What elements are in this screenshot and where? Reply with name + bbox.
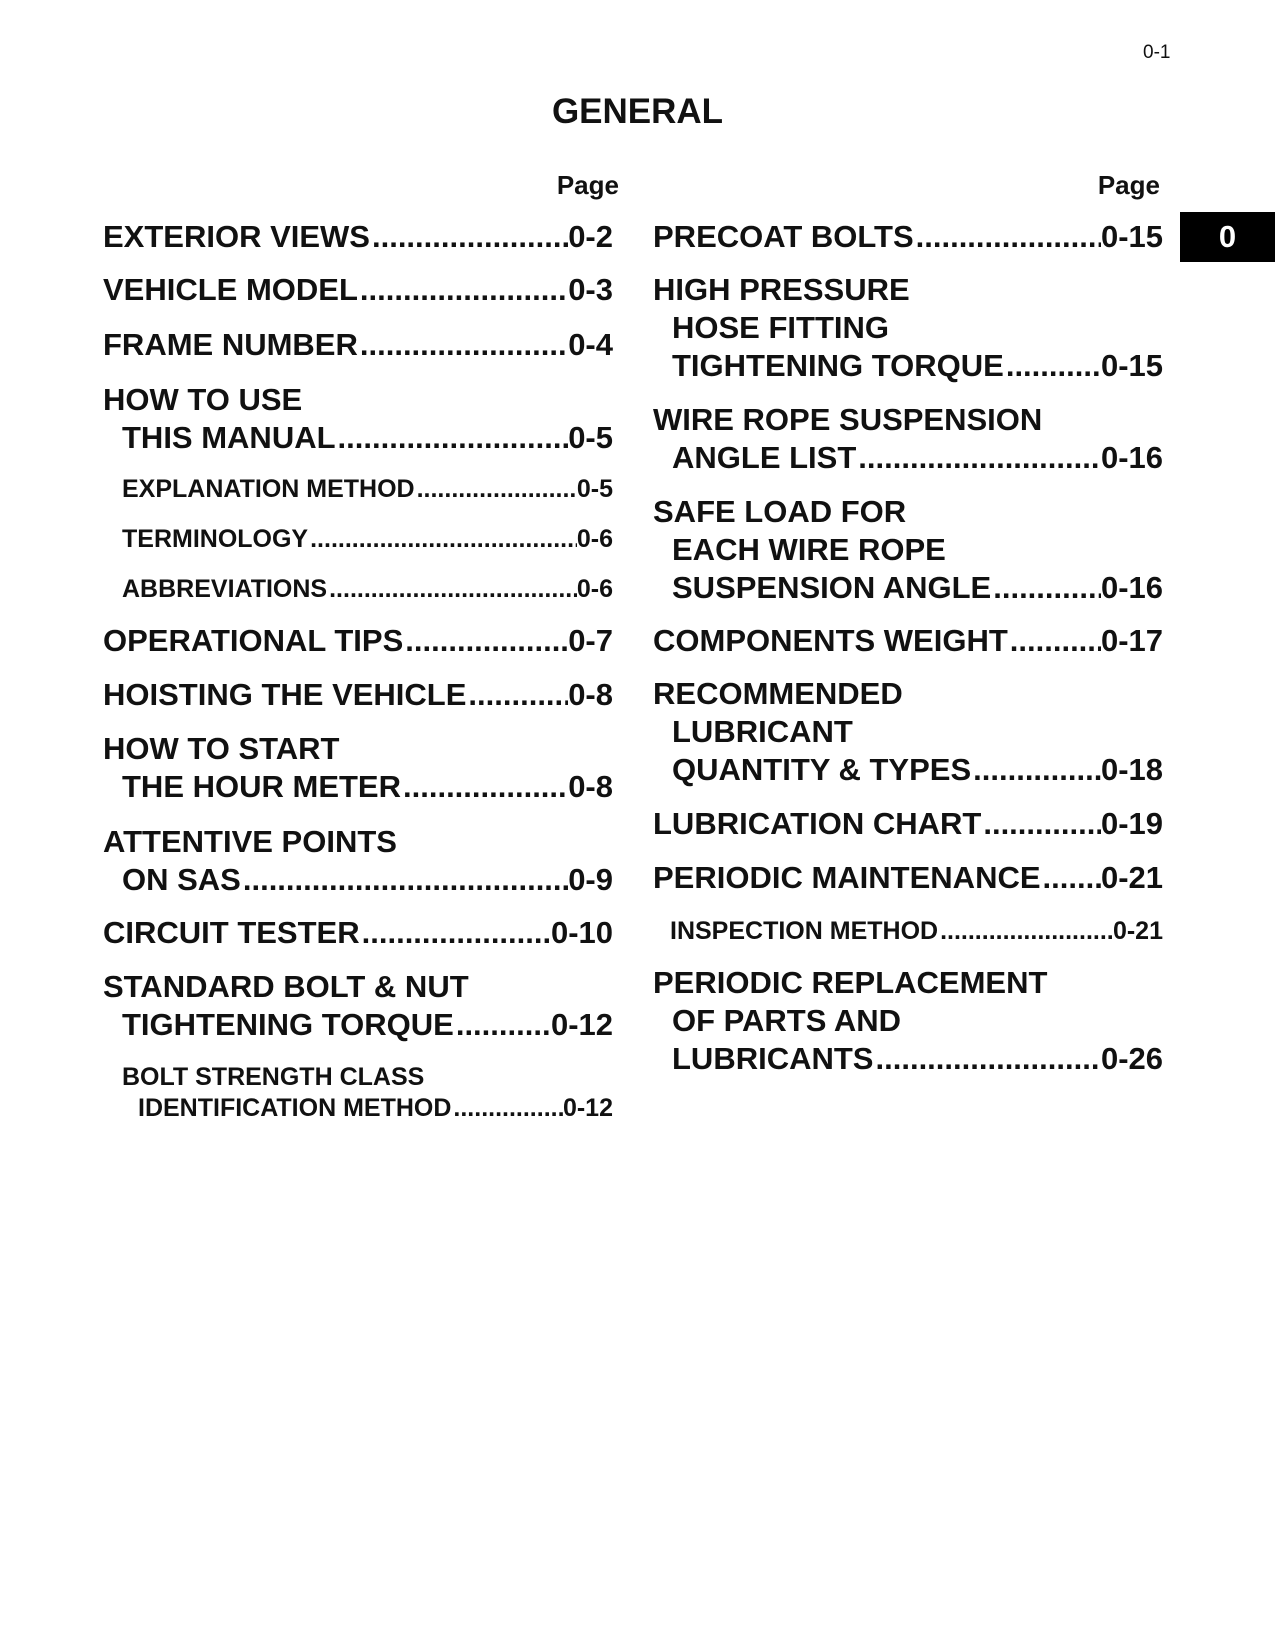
page-title: GENERAL: [551, 92, 724, 131]
toc-entry-title: EXTERIOR VIEWS: [103, 219, 370, 254]
toc-page-number: 0-7: [568, 623, 613, 658]
toc-entry-line: [103, 381, 613, 419]
toc-entry-title: HOW TO START: [103, 731, 340, 766]
toc-entry-title: BOLT STRENGTH CLASS: [122, 1063, 425, 1091]
toc-entry-line: [103, 768, 613, 806]
toc-entry-title: EXPLANATION METHOD: [122, 475, 415, 503]
toc-entry-line: [103, 676, 613, 714]
toc-entry-title: TERMINOLOGY: [122, 525, 309, 553]
toc-page-number: 0-16: [1100, 440, 1163, 475]
toc-entry[interactable]: [103, 730, 613, 806]
dot-leader: [403, 622, 568, 660]
toc-page-number: 0-8: [568, 677, 613, 712]
toc-entry-line: [653, 271, 1163, 309]
toc-entry[interactable]: [103, 968, 613, 1044]
toc-entry-title: HOW TO USE: [103, 382, 303, 417]
toc-entry-line: [103, 419, 613, 457]
toc-entry-line: [103, 823, 613, 861]
page-number: 0-1: [1143, 42, 1171, 63]
toc-page-number: 0-12: [562, 1094, 613, 1122]
toc-page-number: 0-10: [550, 915, 613, 950]
toc-entry-title: COMPONENTS WEIGHT: [653, 623, 1008, 658]
toc-entry-title: LUBRICATION CHART: [653, 806, 982, 841]
toc-entry-line: [653, 569, 1163, 607]
dot-leader: [308, 524, 577, 555]
toc-entry-line: [103, 1062, 613, 1093]
toc-entry-line: [103, 914, 613, 952]
toc-entry-line: [653, 751, 1163, 789]
toc-page-number: 0-21: [1100, 860, 1163, 895]
toc-page-number: 0-6: [576, 575, 613, 603]
toc-entry-line: [103, 730, 613, 768]
dot-leader: [451, 1093, 563, 1124]
toc-entry-line: [103, 574, 613, 605]
toc-entry[interactable]: [103, 474, 613, 505]
dot-leader: [358, 271, 568, 309]
toc-page-number: 0-26: [1100, 1041, 1163, 1076]
toc-entry-line: [653, 916, 1163, 947]
toc-entry[interactable]: [103, 218, 613, 256]
toc-entry[interactable]: [653, 916, 1163, 947]
toc-entry[interactable]: [103, 622, 613, 660]
toc-page-number: 0-18: [1100, 752, 1163, 787]
toc-entry[interactable]: [653, 493, 1163, 607]
dot-leader: [971, 751, 1101, 789]
toc-entry[interactable]: [653, 805, 1163, 843]
dot-leader: [454, 1006, 551, 1044]
dot-leader: [991, 569, 1101, 607]
toc-entry-line: [103, 968, 613, 1006]
dot-leader: [370, 218, 568, 256]
toc-entry-line: [103, 326, 613, 364]
toc-entry-line: [653, 347, 1163, 385]
toc-entry-line: [653, 622, 1163, 660]
toc-entry-line: [103, 271, 613, 309]
toc-entry[interactable]: [103, 914, 613, 952]
toc-entry-title: ATTENTIVE POINTS: [103, 824, 397, 859]
toc-page-number: 0-8: [568, 769, 613, 804]
section-tab: 0: [1180, 212, 1275, 262]
toc-entry-title: VEHICLE MODEL: [103, 272, 358, 307]
dot-leader: [336, 419, 569, 457]
toc-page-number: 0-2: [568, 219, 613, 254]
toc-page-number: 0-3: [568, 272, 613, 307]
toc-entry-title: TIGHTENING TORQUE: [122, 1007, 454, 1042]
toc-entry-title: IDENTIFICATION METHOD: [138, 1094, 452, 1122]
toc-entry-line: [653, 439, 1163, 477]
dot-leader: [914, 218, 1101, 256]
toc-entry-title: OF PARTS AND: [672, 1003, 902, 1038]
toc-entry-line: [653, 964, 1163, 1002]
toc-page-number: 0-15: [1100, 219, 1163, 254]
toc-entry-title: LUBRICANT: [672, 714, 853, 749]
toc-entry-line: [103, 524, 613, 555]
toc-entry-line: [103, 861, 613, 899]
toc-page-number: 0-12: [550, 1007, 613, 1042]
toc-entry-title: ABBREVIATIONS: [122, 575, 328, 603]
toc-entry-line: [653, 805, 1163, 843]
toc-entry-title: WIRE ROPE SUSPENSION: [653, 402, 1043, 437]
toc-entry-line: [653, 713, 1163, 751]
toc-entry-line: [653, 675, 1163, 713]
toc-entry[interactable]: [653, 271, 1163, 385]
toc-entry-title: SUSPENSION ANGLE: [672, 570, 992, 605]
toc-entry-title: STANDARD BOLT & NUT: [103, 969, 469, 1004]
toc-entry-title: SAFE LOAD FOR: [653, 494, 907, 529]
toc-entry-title: FRAME NUMBER: [103, 327, 358, 362]
dot-leader: [1041, 859, 1101, 897]
dot-leader: [241, 861, 568, 899]
toc-entry-title: OPERATIONAL TIPS: [103, 623, 404, 658]
toc-entry-line: [653, 1040, 1163, 1078]
toc-entry-title: HOSE FITTING: [672, 310, 889, 345]
toc-entry[interactable]: [653, 218, 1163, 256]
toc-entry-line: [103, 622, 613, 660]
toc-entry-title: TIGHTENING TORQUE: [672, 348, 1004, 383]
toc-entry[interactable]: [103, 676, 613, 714]
toc-entry-title: PERIODIC REPLACEMENT: [653, 965, 1048, 1000]
toc-page-number: 0-15: [1100, 348, 1163, 383]
dot-leader: [360, 914, 551, 952]
toc-entry-title: PERIODIC MAINTENANCE: [653, 860, 1041, 895]
toc-entry-title: EACH WIRE ROPE: [672, 532, 946, 567]
toc-entry[interactable]: [103, 823, 613, 899]
toc-entry-line: [653, 218, 1163, 256]
toc-page-number: 0-17: [1100, 623, 1163, 658]
toc-entry-title: HOISTING THE VEHICLE: [103, 677, 467, 712]
toc-entry-title: ANGLE LIST: [672, 440, 857, 475]
toc-entry-line: [653, 1002, 1163, 1040]
dot-leader: [938, 916, 1113, 947]
toc-page-number: 0-19: [1100, 806, 1163, 841]
toc-entry-line: [103, 474, 613, 505]
toc-entry-title: RECOMMENDED: [653, 676, 903, 711]
toc-page-number: 0-6: [576, 525, 613, 553]
toc-entry-title: INSPECTION METHOD: [670, 917, 939, 945]
toc-entry-line: [653, 309, 1163, 347]
toc-entry-line: [653, 859, 1163, 897]
page-column-header-right: Page: [1097, 170, 1160, 200]
dot-leader: [466, 676, 568, 714]
toc-entry[interactable]: [103, 381, 613, 457]
toc-entry[interactable]: [103, 524, 613, 555]
toc-page-number: 0-4: [568, 327, 613, 362]
toc-entry-line: [653, 531, 1163, 569]
toc-entry-title: ON SAS: [122, 862, 241, 897]
toc-entry[interactable]: [653, 859, 1163, 897]
toc-entry[interactable]: [103, 326, 613, 364]
toc-entry-title: LUBRICANTS: [672, 1041, 874, 1076]
toc-entry[interactable]: [653, 964, 1163, 1078]
toc-page-number: 0-16: [1100, 570, 1163, 605]
dot-leader: [874, 1040, 1101, 1078]
toc-entry-title: THE HOUR METER: [122, 769, 401, 804]
toc-entry-line: [103, 1006, 613, 1044]
dot-leader: [401, 768, 568, 806]
toc-entry-title: PRECOAT BOLTS: [653, 219, 914, 254]
toc-entry[interactable]: [653, 401, 1163, 477]
dot-leader: [1004, 347, 1101, 385]
toc-page-number: 0-5: [568, 420, 613, 455]
toc-entry-title: HIGH PRESSURE: [653, 272, 910, 307]
toc-entry[interactable]: [653, 622, 1163, 660]
toc-entry-title: THIS MANUAL: [122, 420, 336, 455]
toc-page-number: 0-5: [576, 475, 613, 503]
toc-entry-line: [653, 493, 1163, 531]
dot-leader: [415, 474, 577, 505]
dot-leader: [981, 805, 1101, 843]
toc-entry-line: [103, 218, 613, 256]
dot-leader: [1008, 622, 1101, 660]
toc-entry[interactable]: [103, 1062, 613, 1124]
toc-entry[interactable]: [653, 675, 1163, 789]
toc-entry-line: [653, 401, 1163, 439]
toc-entry-line: [103, 1093, 613, 1124]
toc-page-number: 0-21: [1112, 917, 1163, 945]
toc-entry[interactable]: [103, 574, 613, 605]
toc-entry-title: QUANTITY & TYPES: [672, 752, 972, 787]
dot-leader: [856, 439, 1101, 477]
dot-leader: [327, 574, 577, 605]
toc-entry-title: CIRCUIT TESTER: [103, 915, 360, 950]
dot-leader: [358, 326, 568, 364]
page-column-header-left: Page: [556, 170, 619, 200]
toc-entry[interactable]: [103, 271, 613, 309]
toc-page-number: 0-9: [568, 862, 613, 897]
